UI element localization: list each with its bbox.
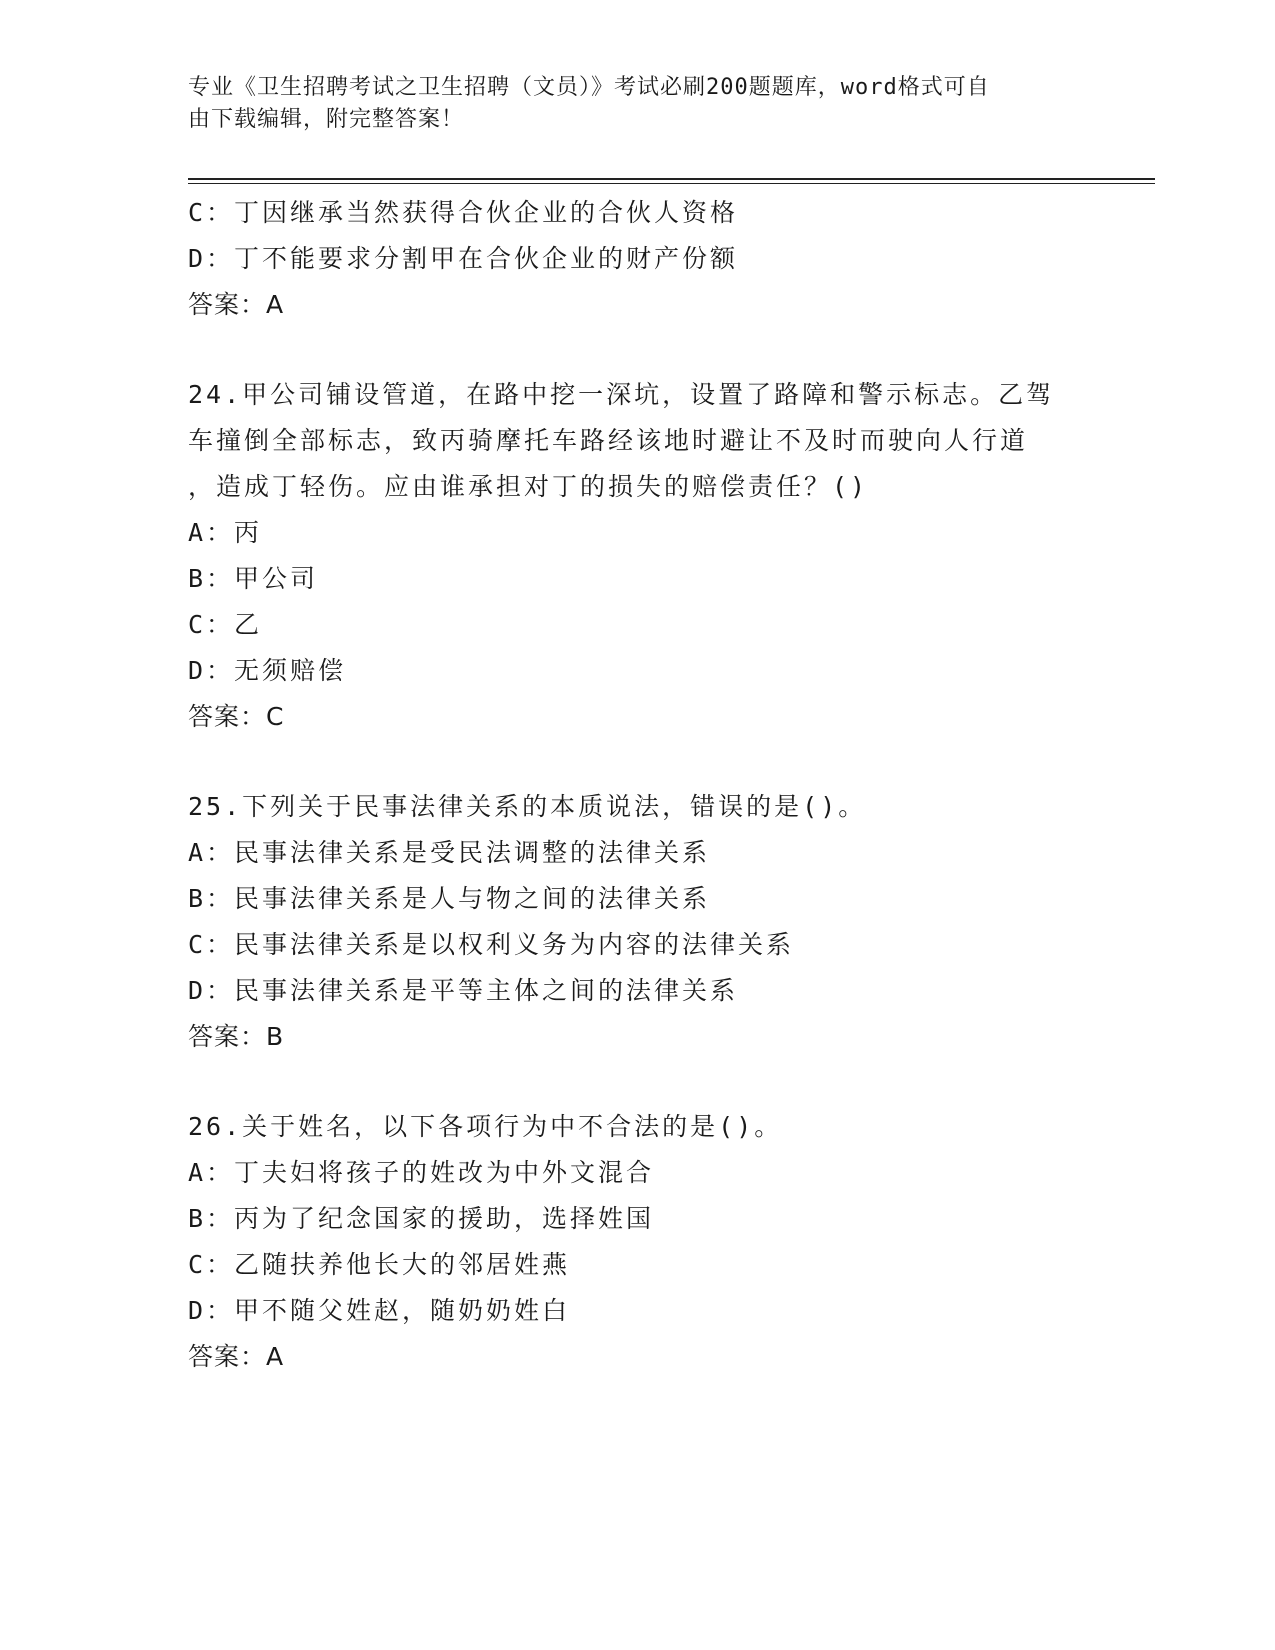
option-c: C：乙 [188, 610, 263, 639]
answer-line: 答案：A [188, 290, 285, 319]
document-header [188, 72, 1088, 136]
option-a: A：丙 [188, 518, 263, 547]
option-d: D：无须赔偿 [188, 656, 347, 685]
answer-line: 答案：C [188, 702, 285, 731]
question-26 [188, 1104, 1108, 1380]
question-25 [188, 784, 1108, 1060]
question-24 [188, 372, 1108, 740]
header-divider-thin [188, 183, 1155, 184]
question-text-line: 25.下列关于民事法律关系的本质说法，错误的是()。 [188, 792, 867, 821]
option-c: C：乙随扶养他长大的邻居姓燕 [188, 1250, 571, 1279]
option-d: D：民事法律关系是平等主体之间的法律关系 [188, 976, 739, 1005]
option-a: A：民事法律关系是受民法调整的法律关系 [188, 838, 711, 867]
question-text-line: 26.关于姓名，以下各项行为中不合法的是()。 [188, 1112, 783, 1141]
header-line-1: 专业《卫生招聘考试之卫生招聘（文员）》考试必刷200题题库，word格式可自 [188, 75, 990, 100]
question-text-line: ，造成丁轻伤。应由谁承担对丁的损失的赔偿责任？() [188, 472, 869, 501]
question-23-tail [188, 190, 1108, 328]
option-c: C：民事法律关系是以权利义务为内容的法律关系 [188, 930, 795, 959]
question-text-line: 24.甲公司铺设管道，在路中挖一深坑，设置了路障和警示标志。乙驾 [188, 380, 1055, 409]
answer-line: 答案：A [188, 1342, 285, 1371]
option-d: D：丁不能要求分割甲在合伙企业的财产份额 [188, 244, 739, 273]
header-divider-thick [188, 178, 1155, 180]
option-b: B：丙为了纪念国家的援助，选择姓国 [188, 1204, 655, 1233]
header-line-2: 由下载编辑，附完整答案！ [188, 107, 465, 132]
question-text-line: 车撞倒全部标志，致丙骑摩托车路经该地时避让不及时而驶向人行道 [188, 426, 1029, 455]
option-d: D：甲不随父姓赵，随奶奶姓白 [188, 1296, 571, 1325]
answer-line: 答案：B [188, 1022, 285, 1051]
option-b: B：民事法律关系是人与物之间的法律关系 [188, 884, 711, 913]
option-c: C：丁因继承当然获得合伙企业的合伙人资格 [188, 198, 739, 227]
option-b: B：甲公司 [188, 564, 319, 593]
option-a: A：丁夫妇将孩子的姓改为中外文混合 [188, 1158, 655, 1187]
document-body [188, 190, 1108, 1380]
